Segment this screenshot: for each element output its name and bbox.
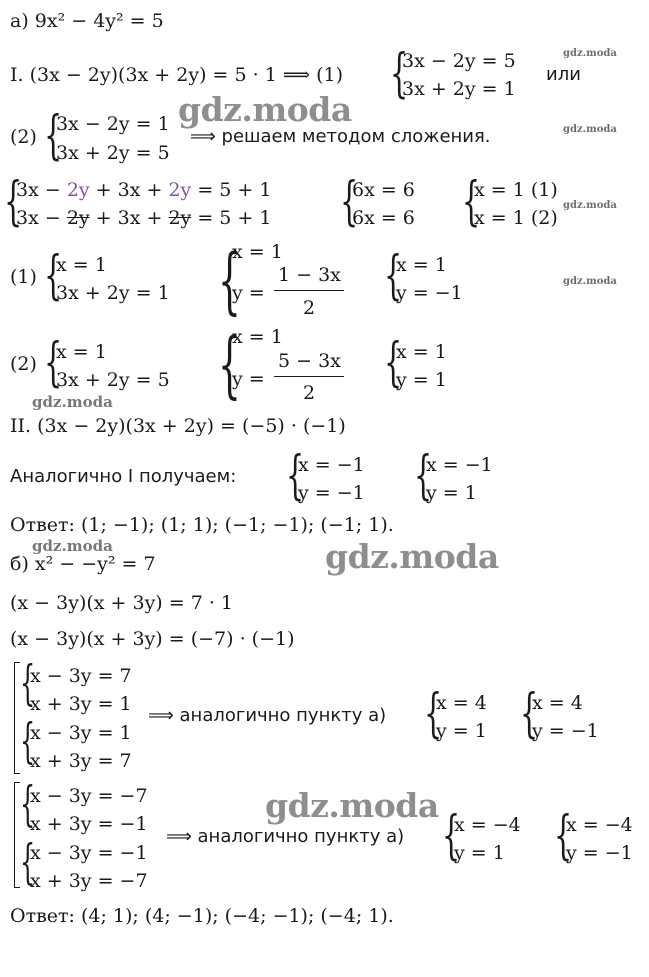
watermark-logo: gdz.moda xyxy=(325,537,499,576)
c2-sysC-eq1: x = 1 xyxy=(396,341,447,363)
blk2-sysB-eq2: y = −1 xyxy=(566,842,633,864)
c2-numerator: 5 − 3x xyxy=(278,350,341,372)
c2-denominator: 2 xyxy=(303,382,316,404)
brace: { xyxy=(340,172,359,232)
watermark-logo: gdz.moda xyxy=(563,200,617,211)
brace: { xyxy=(384,333,403,393)
sim-sysB-eq1: x = −1 xyxy=(426,454,493,476)
part-b-header: б) x² − −y² = 7 xyxy=(10,553,156,575)
part-b-line2: (x − 3y)(x + 3y) = (−7) · (−1) xyxy=(10,628,295,650)
sysx1-eq2: x = 1 (2) xyxy=(474,207,558,229)
c1-sysA-eq1: x = 1 xyxy=(56,254,107,276)
blk1-eq3: x − 3y = 1 xyxy=(30,722,132,744)
sys1-eq1: 3x − 2y = 5 xyxy=(402,50,516,72)
part-b-line1: (x − 3y)(x + 3y) = 7 · 1 xyxy=(10,592,234,614)
blk2-eq3: x − 3y = −1 xyxy=(30,842,148,864)
or-word: или xyxy=(546,64,581,85)
brace: { xyxy=(218,238,241,322)
sys2-eq1: 3x − 2y = 1 xyxy=(56,113,170,135)
blk1-text: ⟹ аналогично пункту а) xyxy=(148,705,387,726)
blk1-sysB-eq2: y = −1 xyxy=(532,720,599,742)
blk2-sysA-eq2: y = 1 xyxy=(454,842,505,864)
line-I: I. (3x − 2y)(3x + 2y) = 5 · 1 ⟹ (1) xyxy=(10,64,344,86)
sys1-eq2: 3x + 2y = 1 xyxy=(402,78,516,100)
brace: { xyxy=(462,172,481,232)
case2-label: (2) xyxy=(10,126,37,148)
brace: { xyxy=(384,246,403,306)
sysx1-eq1: x = 1 (1) xyxy=(474,179,558,201)
blk2-eq4: x + 3y = −7 xyxy=(30,870,148,892)
c2-fraction-bar xyxy=(274,376,344,377)
c1-fraction-bar xyxy=(274,290,344,291)
c2-sysC-eq2: y = 1 xyxy=(396,369,447,391)
method-text: ⟹ решаем методом сложения. xyxy=(190,126,491,147)
sys6x-eq1: 6x = 6 xyxy=(352,179,415,201)
blk1-sysA-eq1: x = 4 xyxy=(436,692,487,714)
brace: { xyxy=(218,322,241,406)
watermark-logo: gdz.moda xyxy=(563,48,617,59)
blk1-eq4: x + 3y = 7 xyxy=(30,750,132,772)
sim-sysA-eq2: y = −1 xyxy=(298,482,365,504)
blk2-sysA-eq1: x = −4 xyxy=(454,814,521,836)
watermark-logo: gdz.moda xyxy=(563,276,617,287)
brace: { xyxy=(390,44,409,104)
c1-denominator: 2 xyxy=(303,297,316,319)
watermark-logo: gdz.moda xyxy=(178,90,352,129)
case1-label: (1) xyxy=(10,266,37,288)
brace: { xyxy=(20,834,36,890)
sim-sysB-eq2: y = 1 xyxy=(426,482,477,504)
brace: { xyxy=(20,713,36,769)
c2-sysA-eq1: x = 1 xyxy=(56,341,107,363)
watermark-logo: gdz.moda xyxy=(32,393,113,411)
sys6x-eq2: 6x = 6 xyxy=(352,207,415,229)
brace: { xyxy=(44,106,63,166)
c2-sysB-x: x = 1 xyxy=(232,326,283,348)
add-row-2: 3x − 2y + 3x + 2y = 5 + 1 xyxy=(16,207,272,229)
blk1-eq2: x + 3y = 1 xyxy=(30,693,132,715)
watermark-logo: gdz.moda xyxy=(563,124,617,135)
c1-sysC-eq1: x = 1 xyxy=(396,254,447,276)
c2-sysB-y: y = xyxy=(232,368,265,390)
brace: { xyxy=(554,806,573,866)
similar-text: Аналогично I получаем: xyxy=(10,466,237,487)
brace: { xyxy=(20,776,36,832)
blk1-eq1: x − 3y = 7 xyxy=(30,665,132,687)
c1-numerator: 1 − 3x xyxy=(278,264,341,286)
c1-sysB-y: y = xyxy=(232,282,265,304)
blk1-sysA-eq2: y = 1 xyxy=(436,720,487,742)
brace: { xyxy=(520,684,539,744)
c1-sysA-eq2: 3x + 2y = 1 xyxy=(56,282,170,304)
line-II: II. (3x − 2y)(3x + 2y) = (−5) · (−1) xyxy=(10,415,346,437)
c1-sysB-x: x = 1 xyxy=(232,241,283,263)
sim-sysA-eq1: x = −1 xyxy=(298,454,365,476)
case2b-label: (2) xyxy=(10,353,37,375)
brace: { xyxy=(442,806,461,866)
answer-b: Ответ: (4; 1); (4; −1); (−4; −1); (−4; 1). xyxy=(10,905,394,927)
part-a-header: а) 9x² − 4y² = 5 xyxy=(10,10,164,32)
blk2-sysB-eq1: x = −4 xyxy=(566,814,633,836)
brace: { xyxy=(4,172,23,232)
blk2-eq1: x − 3y = −7 xyxy=(30,785,148,807)
blk2-text: ⟹ аналогично пункту а) xyxy=(166,826,405,847)
answer-a: Ответ: (1; −1); (1; 1); (−1; −1); (−1; 1). xyxy=(10,514,394,536)
watermark-logo: gdz.moda xyxy=(265,786,439,825)
sys2-eq2: 3x + 2y = 5 xyxy=(56,142,170,164)
watermark-logo: gdz.moda xyxy=(32,537,113,555)
brace: { xyxy=(44,333,63,393)
brace: { xyxy=(414,446,433,506)
blk2-eq2: x + 3y = −1 xyxy=(30,813,148,835)
c2-sysA-eq2: 3x + 2y = 5 xyxy=(56,369,170,391)
brace: { xyxy=(44,246,63,306)
brace: { xyxy=(424,684,443,744)
add-row-1: 3x − 2y + 3x + 2y = 5 + 1 xyxy=(16,179,272,201)
blk1-sysB-eq1: x = 4 xyxy=(532,692,583,714)
brace: { xyxy=(20,655,36,711)
brace: { xyxy=(286,446,305,506)
c1-sysC-eq2: y = −1 xyxy=(396,282,463,304)
